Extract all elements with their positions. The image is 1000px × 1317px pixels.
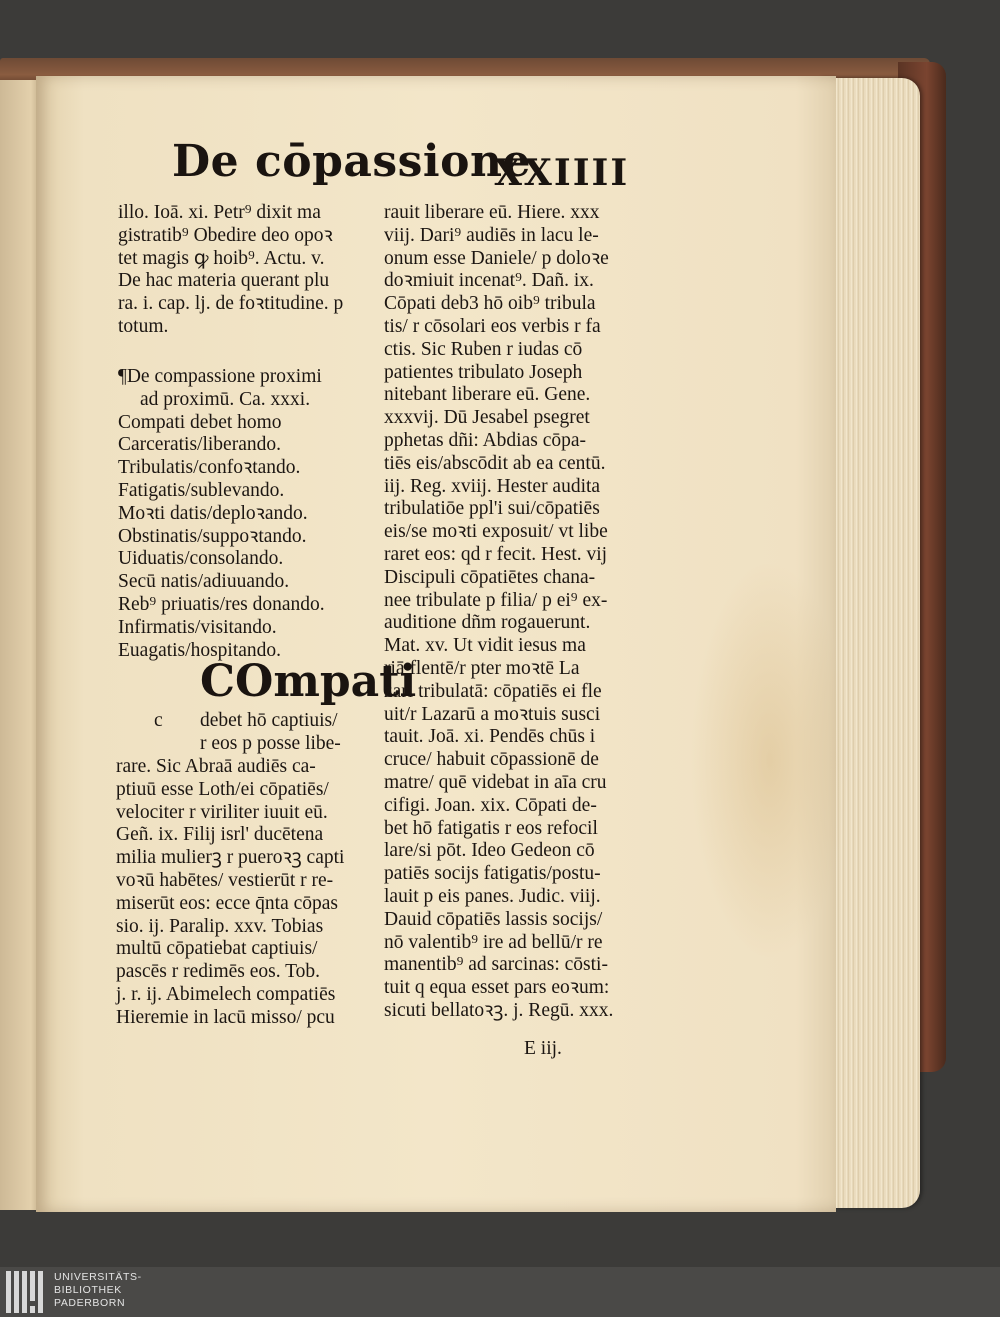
text-line: pphetas dñi: Abdias cōpa- xyxy=(384,429,586,451)
text-line: doꝛmiuit incenat⁹. Dañ. ix. xyxy=(384,270,594,292)
text-line: Geñ. ix. Filij isrl' ducētena xyxy=(116,824,324,846)
text-line: r eos p posse libe- xyxy=(200,732,341,754)
text-line: nee tribulate p filia/ p ei⁹ ex- xyxy=(384,589,608,611)
text-line: tauit. Joā. xi. Pendēs chūs i xyxy=(384,726,596,748)
text-line: ra. i. cap. lj. de foꝛtitudine. p xyxy=(118,293,344,315)
text-line: bet hō fatigatis r eos refocil xyxy=(384,817,598,839)
right-column xyxy=(384,202,613,1023)
text-line: iij. Reg. xviij. Hester audita xyxy=(384,475,601,497)
text-line: multū cōpatiebat captiuis/ xyxy=(116,938,318,960)
text-line: pascēs r redimēs eos. Tob. xyxy=(116,961,321,983)
list-item: Reb⁹ priuatis/res donando. xyxy=(118,593,325,615)
text-line: rare. Sic Abraā audiēs ca- xyxy=(116,756,316,777)
text-line: illo. Ioā. xi. Petr⁹ dixit ma xyxy=(118,202,321,223)
text-line: uit/r Lazarū a moꝛtuis susci xyxy=(384,703,601,725)
text-line: tet magis ꝙ hoib⁹. Actu. v. xyxy=(118,247,325,269)
library-footer xyxy=(0,1267,1000,1317)
text-line: cruce/ habuit cōpassionē de xyxy=(384,749,599,771)
left-column-block-d xyxy=(116,756,344,1030)
text-line: lare/si pōt. Ideo Gedeon cō xyxy=(384,840,595,862)
list-item: Fatigatis/sublevando. xyxy=(118,479,285,501)
text-line: tribulatiōe ppl'i sui/cōpatiēs xyxy=(384,498,600,520)
text-line: Mat. xv. Ut vidit iesus ma xyxy=(384,635,586,657)
library-logo-icon xyxy=(6,1271,46,1313)
left-column-block-c xyxy=(200,710,341,756)
list-item: Euagatis/hospitando. xyxy=(118,639,282,661)
text-line: miserūt eos: ecce q̄nta cōpas xyxy=(116,892,338,914)
text-line: Hieremie in lacū misso/ pcu xyxy=(116,1006,335,1028)
paper-stain xyxy=(690,560,850,960)
text-line: velociter r viriliter iuuit eū. xyxy=(116,801,328,823)
running-title: De cōpassione xyxy=(172,136,531,187)
logo-line: UNIVERSITÄTS- xyxy=(54,1271,142,1283)
list-item: Carceratis/liberando. xyxy=(118,434,281,456)
text-line: patientes tribulato Joseph xyxy=(384,361,583,383)
text-line: debet hō captiuis/ xyxy=(200,710,338,731)
signature-mark: E iij. xyxy=(524,1038,562,1059)
text-line: ptiuū esse Loth/ei cōpatiēs/ xyxy=(116,778,329,800)
text-line: nitebant liberare eū. Gene. xyxy=(384,384,591,406)
left-column-chapter-list xyxy=(118,366,325,662)
text-line: tis/ r cōsolari eos verbis r fa xyxy=(384,315,601,337)
text-line: raret eos: qd r fecit. Hest. vij xyxy=(384,543,608,565)
text-line: zari tribulatā: cōpatiēs ei fle xyxy=(384,680,602,702)
text-line: matre/ quē videbat in aīa cru xyxy=(384,771,607,793)
folio-number: XXIIII xyxy=(494,152,630,194)
list-item: Obstinatis/suppoꝛtando. xyxy=(118,525,307,547)
text-line: xxxvij. Dū Jesabel psegret xyxy=(384,407,590,429)
text-line: cifigi. Joan. xix. Cōpati de- xyxy=(384,794,597,816)
text-line: nō valentib⁹ ire ad bellū/r re xyxy=(384,931,603,953)
text-line: riā flentē/r pter moꝛtē La xyxy=(384,657,580,679)
text-line: sio. ij. Paralip. xxv. Tobias xyxy=(116,915,324,937)
text-line: Discipuli cōpatiētes chana- xyxy=(384,566,596,588)
initial-letter: C xyxy=(200,656,236,707)
text-line: viij. Dari⁹ audiēs in lacu le- xyxy=(384,224,599,246)
text-line: lauit p eis panes. Judic. viij. xyxy=(384,885,601,907)
text-line: tiēs eis/abscōdit ab ea centū. xyxy=(384,452,606,474)
text-line: manentib⁹ ad sarcinas: cōsti- xyxy=(384,954,608,976)
chapter-heading: ¶De compassione proximi xyxy=(118,366,322,387)
text-line: sicuti bellatoꝛꝫ. j. Regū. xxx. xyxy=(384,999,614,1021)
text-line: patiēs socijs fatigatis/postu- xyxy=(384,863,601,885)
text-line: totum. xyxy=(118,315,169,337)
text-line: auditione dñm rogauerunt. xyxy=(384,612,591,634)
initial-word-rest: Ompati xyxy=(235,656,417,707)
list-item: Infirmatis/visitando. xyxy=(118,616,277,638)
text-line: Cōpati deb3 hō oib⁹ tribula xyxy=(384,293,596,315)
list-item: Tribulatis/confoꝛtando. xyxy=(118,457,301,479)
list-intro: Compati debet homo xyxy=(118,411,282,433)
guide-letter: c xyxy=(154,710,163,731)
library-logo-text xyxy=(54,1271,142,1310)
list-item: Secū natis/adiuuando. xyxy=(118,571,290,593)
logo-line: BIBLIOTHEK xyxy=(54,1284,122,1296)
text-line: gistratib⁹ Obedire deo opoꝛ xyxy=(118,224,333,246)
text-line: j. r. ij. Abimelech compatiēs xyxy=(116,983,336,1005)
list-item: Uiduatis/consolando. xyxy=(118,548,284,570)
text-line: De hac materia querant plu xyxy=(118,270,330,292)
text-line: ctis. Sic Ruben r iudas cō xyxy=(384,338,583,360)
list-item: Moꝛti datis/deploꝛando. xyxy=(118,502,308,524)
left-column-block-a xyxy=(118,202,343,339)
text-line: tuit q equa esset pars eoꝛum: xyxy=(384,977,610,999)
text-line: eis/se moꝛti exposuit/ vt libe xyxy=(384,521,608,543)
chapter-heading: ad proximū. Ca. xxxi. xyxy=(140,388,311,410)
text-line: milia mulierꝫ r pueroꝛꝫ capti xyxy=(116,847,345,869)
logo-line: PADERBORN xyxy=(54,1297,126,1309)
text-line: Dauid cōpatiēs lassis socijs/ xyxy=(384,908,603,930)
text-line: voꝛū habētes/ vestierūt r re- xyxy=(116,869,334,891)
text-line: onum esse Daniele/ p doloꝛe xyxy=(384,247,609,269)
text-line: rauit liberare eū. Hiere. xxx xyxy=(384,202,600,223)
